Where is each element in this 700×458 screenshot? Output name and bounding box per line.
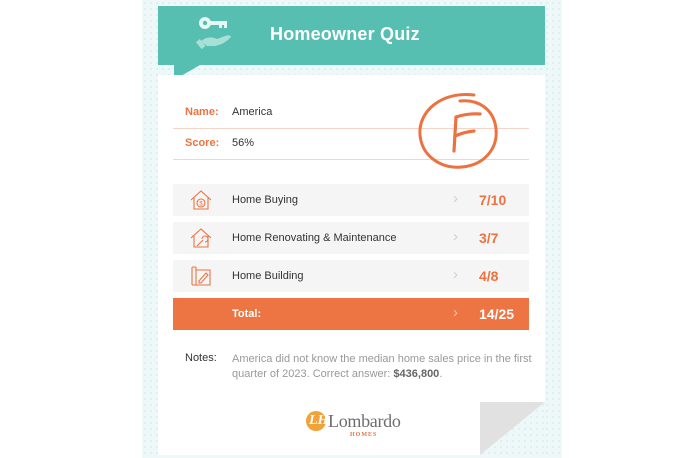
category-row-home-buying[interactable] (173, 184, 529, 216)
category-label: Home Buying (232, 194, 299, 206)
category-score: 4/8 (479, 268, 499, 284)
category-row-home-building[interactable] (173, 260, 529, 292)
notes-text: America did not know the median home sales price in the first quarter of 2023. Correct answer: $436,800. (232, 353, 532, 380)
total-score: 14/25 (479, 306, 515, 322)
house-wrench-icon (189, 227, 213, 249)
brand-logo (306, 408, 406, 440)
score-value: 56% (232, 137, 255, 149)
chevron-right-icon: › (453, 190, 458, 207)
brand-subtitle: HOMES (350, 432, 378, 438)
chevron-right-icon: › (453, 266, 458, 283)
category-label: Home Renovating & Maintenance (232, 232, 397, 244)
total-label: Total: (232, 308, 262, 320)
key-in-hand-icon (195, 14, 237, 54)
category-score: 3/7 (479, 230, 499, 246)
notes-label: Notes: (185, 352, 217, 364)
category-score: 7/10 (479, 192, 507, 208)
score-label: Score: (185, 137, 220, 149)
total-row (173, 298, 529, 330)
brand-name: Lombardo (328, 411, 401, 431)
chevron-right-icon: › (453, 228, 458, 245)
lombardo-mark-icon: LH (306, 411, 326, 431)
category-row-home-renovating[interactable] (173, 222, 529, 254)
svg-text:$: $ (199, 201, 203, 208)
name-value: America (232, 106, 273, 118)
chevron-right-icon: › (453, 304, 458, 321)
correct-answer: $436,800 (393, 368, 440, 380)
grade-f-circle (412, 87, 502, 173)
house-dollar-icon (189, 189, 213, 211)
blueprint-pencil-icon (189, 265, 213, 287)
page-title: Homeowner Quiz (270, 24, 420, 44)
category-label: Home Building (232, 270, 304, 282)
name-label: Name: (185, 106, 219, 118)
